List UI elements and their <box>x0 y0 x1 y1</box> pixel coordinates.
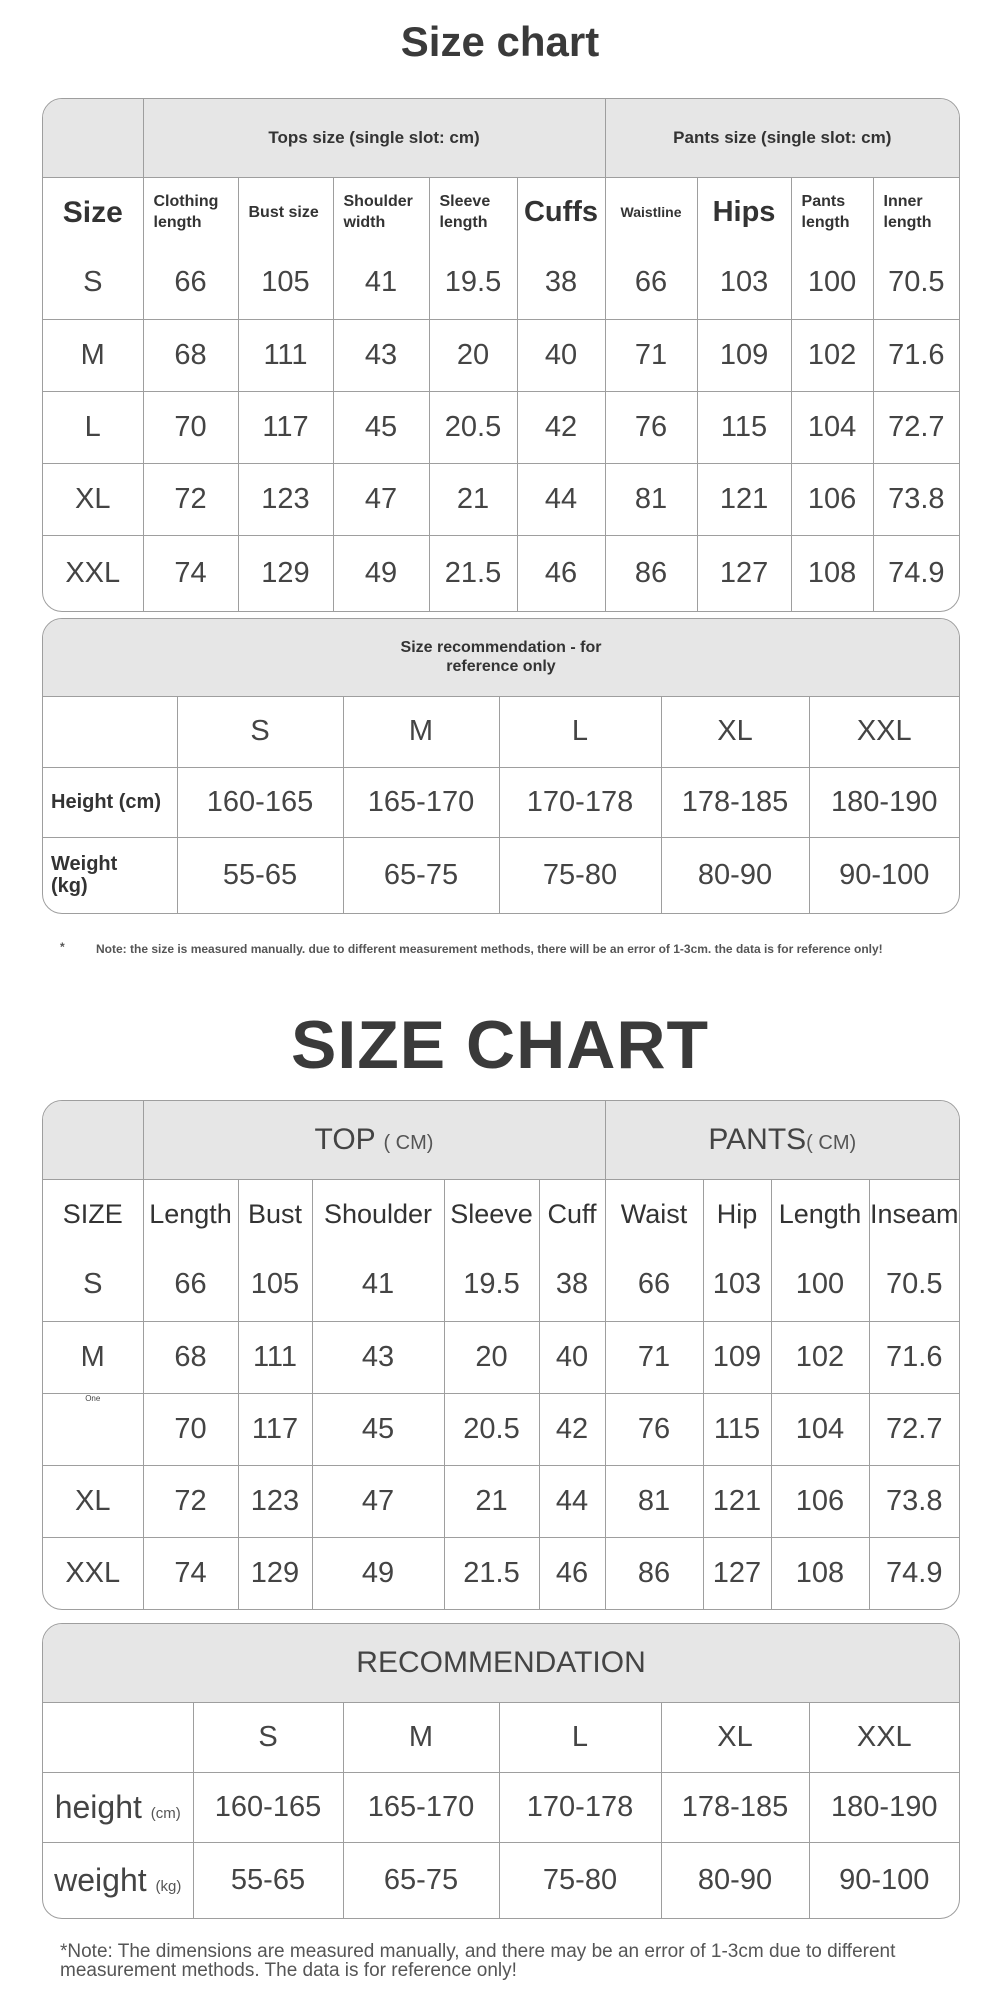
column-header: Shoulder <box>312 1179 444 1249</box>
size-header: XXL <box>809 696 959 767</box>
measurement-value: 66 <box>605 1249 703 1321</box>
measurement-value: 72 <box>143 463 238 535</box>
size-header: M <box>343 696 499 767</box>
measurement-value: 76 <box>605 391 697 463</box>
measurement-value: 38 <box>517 247 605 319</box>
size-label: XXL <box>43 1537 143 1609</box>
measurement-value: 71 <box>605 319 697 391</box>
measurement-value: 74 <box>143 1537 238 1609</box>
column-header: Pants length <box>791 177 873 247</box>
tops-group-header: Tops size (single slot: cm) <box>143 99 605 177</box>
measurement-value: 45 <box>312 1393 444 1465</box>
measurement-value: 20.5 <box>429 391 517 463</box>
column-header: Length <box>143 1179 238 1249</box>
size-recommendation-table <box>42 618 960 914</box>
measurement-value: 81 <box>605 1465 703 1537</box>
weight-value: 65-75 <box>343 1842 499 1918</box>
size-header: L <box>499 1702 661 1772</box>
measurement-value: 100 <box>771 1249 869 1321</box>
measurement-value: 103 <box>703 1249 771 1321</box>
measurement-value: 129 <box>238 535 333 611</box>
measurement-value: 117 <box>238 391 333 463</box>
table-row <box>43 1465 959 1537</box>
weight-label <box>43 1842 193 1918</box>
measurement-value: 111 <box>238 1321 312 1393</box>
column-header: Waistline <box>605 177 697 247</box>
size-header: XXL <box>809 1702 959 1772</box>
height-value: 180-190 <box>809 1772 959 1842</box>
measurement-value: 73.8 <box>869 1465 959 1537</box>
size-header: L <box>499 696 661 767</box>
measurement-value: 21 <box>429 463 517 535</box>
measurement-value: 86 <box>605 535 697 611</box>
top-group-header <box>143 1101 605 1179</box>
height-value: 178-185 <box>661 1772 809 1842</box>
table-row <box>43 1249 959 1321</box>
height-value: 170-178 <box>499 767 661 837</box>
pants-group-label: PANTS <box>708 1122 807 1156</box>
recommendation-table <box>42 1623 960 1919</box>
note-text: Note: the size is measured manually. due to different measurement methods, there will be an error of 1-3cm. the data is for reference only! <box>96 942 883 956</box>
weight-value: 80-90 <box>661 1842 809 1918</box>
weight-value: 55-65 <box>193 1842 343 1918</box>
column-header: Hip <box>703 1179 771 1249</box>
measurement-note-bottom: *Note: The dimensions are measured manually, and there may be an error of 1-3cm due to different measurement methods. The data is for reference only! <box>60 1941 896 1981</box>
measurement-value: 42 <box>539 1393 605 1465</box>
table-row <box>43 319 959 391</box>
table-row <box>43 1537 959 1609</box>
size-label: XXL <box>43 535 143 611</box>
measurement-value: 121 <box>703 1465 771 1537</box>
height-value: 178-185 <box>661 767 809 837</box>
top-group-unit: ( CM) <box>383 1131 434 1154</box>
measurement-value: 86 <box>605 1537 703 1609</box>
measurement-value: 40 <box>517 319 605 391</box>
measurement-value: 73.8 <box>873 463 959 535</box>
column-header: Bust size <box>238 177 333 247</box>
measurement-value: 44 <box>539 1465 605 1537</box>
measurement-value: 72 <box>143 1465 238 1537</box>
measurement-value: 20.5 <box>444 1393 539 1465</box>
measurement-value: 108 <box>771 1537 869 1609</box>
column-header: Inseam <box>869 1179 959 1249</box>
measurement-value: 74 <box>143 535 238 611</box>
measurement-value: 74.9 <box>869 1537 959 1609</box>
measurement-value: 20 <box>444 1321 539 1393</box>
corner-cell <box>43 1702 193 1772</box>
table-row <box>43 535 959 611</box>
column-header: Waist <box>605 1179 703 1249</box>
measurement-value: 102 <box>791 319 873 391</box>
measurement-value: 123 <box>238 463 333 535</box>
height-value: 180-190 <box>809 767 959 837</box>
measurement-value: 44 <box>517 463 605 535</box>
measurement-value: 40 <box>539 1321 605 1393</box>
measurement-value: 38 <box>539 1249 605 1321</box>
size-label: One <box>43 1393 143 1465</box>
measurement-value: 20 <box>429 319 517 391</box>
size-header: XL <box>661 696 809 767</box>
measurement-value: 71.6 <box>873 319 959 391</box>
column-header: Bust <box>238 1179 312 1249</box>
weight-value: 90-100 <box>809 1842 959 1918</box>
corner-cell <box>43 696 177 767</box>
weight-value: 80-90 <box>661 837 809 913</box>
measurement-value: 104 <box>791 391 873 463</box>
measurement-value: 102 <box>771 1321 869 1393</box>
measurement-value: 123 <box>238 1465 312 1537</box>
column-header: Length <box>771 1179 869 1249</box>
weight-value: 65-75 <box>343 837 499 913</box>
measurement-value: 41 <box>333 247 429 319</box>
measurement-value: 70.5 <box>869 1249 959 1321</box>
measurement-value: 21 <box>444 1465 539 1537</box>
size-header: S <box>193 1702 343 1772</box>
measurement-value: 127 <box>703 1537 771 1609</box>
column-header: Sleeve <box>444 1179 539 1249</box>
table-row <box>43 1393 959 1465</box>
measurement-value: 19.5 <box>444 1249 539 1321</box>
measurement-value: 111 <box>238 319 333 391</box>
measurement-value: 47 <box>333 463 429 535</box>
measurement-value: 19.5 <box>429 247 517 319</box>
size-header: S <box>177 696 343 767</box>
weight-label <box>43 837 177 913</box>
measurement-value: 45 <box>333 391 429 463</box>
height-value: 160-165 <box>193 1772 343 1842</box>
measurement-value: 104 <box>771 1393 869 1465</box>
size-label: XL <box>43 1465 143 1537</box>
measurement-value: 49 <box>312 1537 444 1609</box>
size-label: M <box>43 1321 143 1393</box>
weight-value: 75-80 <box>499 837 661 913</box>
measurement-value: 109 <box>697 319 791 391</box>
measurement-value: 21.5 <box>429 535 517 611</box>
measurement-value: 74.9 <box>873 535 959 611</box>
measurement-value: 70 <box>143 1393 238 1465</box>
height-label: Height (cm) <box>43 767 177 837</box>
measurement-value: 72.7 <box>869 1393 959 1465</box>
measurement-value: 41 <box>312 1249 444 1321</box>
measurement-value: 127 <box>697 535 791 611</box>
measurement-value: 46 <box>517 535 605 611</box>
corner-cell <box>43 1101 143 1179</box>
recommendation-header: RECOMMENDATION <box>43 1624 959 1702</box>
measurement-value: 108 <box>791 535 873 611</box>
size-label: S <box>43 1249 143 1321</box>
weight-value: 75-80 <box>499 1842 661 1918</box>
measurement-value: 43 <box>312 1321 444 1393</box>
measurement-value: 46 <box>539 1537 605 1609</box>
measurement-value: 100 <box>791 247 873 319</box>
weight-label-text: Weight (kg) <box>51 853 118 898</box>
height-unit: (cm) <box>150 1804 181 1822</box>
table-row <box>43 391 959 463</box>
measurement-value: 121 <box>697 463 791 535</box>
height-value: 165-170 <box>343 767 499 837</box>
measurement-value: 47 <box>312 1465 444 1537</box>
measurement-value: 43 <box>333 319 429 391</box>
table-row <box>43 247 959 319</box>
measurement-value: 72.7 <box>873 391 959 463</box>
measurement-value: 71 <box>605 1321 703 1393</box>
measurement-value: 70 <box>143 391 238 463</box>
corner-cell <box>43 99 143 177</box>
size-header: M <box>343 1702 499 1772</box>
column-header: SIZE <box>43 1179 143 1249</box>
column-header: Sleeve length <box>429 177 517 247</box>
size-chart-table-cm <box>42 98 960 612</box>
measurement-value: 70.5 <box>873 247 959 319</box>
height-value: 165-170 <box>343 1772 499 1842</box>
weight-unit: (kg) <box>155 1877 182 1895</box>
measurement-value: 103 <box>697 247 791 319</box>
column-header: Hips <box>697 177 791 247</box>
height-value: 160-165 <box>177 767 343 837</box>
pants-group-header <box>605 1101 959 1179</box>
measurement-value: 66 <box>143 1249 238 1321</box>
height-label <box>43 1772 193 1842</box>
measurement-value: 66 <box>605 247 697 319</box>
measurement-value: 68 <box>143 1321 238 1393</box>
table-row <box>43 1321 959 1393</box>
measurement-value: 105 <box>238 247 333 319</box>
recommendation-header <box>43 619 959 696</box>
recommendation-header-text: Size recommendation - for reference only <box>400 639 602 676</box>
column-header: Shoulder width <box>333 177 429 247</box>
measurement-value: 49 <box>333 535 429 611</box>
measurement-value: 105 <box>238 1249 312 1321</box>
size-label: XL <box>43 463 143 535</box>
measurement-value: 66 <box>143 247 238 319</box>
measurement-value: 21.5 <box>444 1537 539 1609</box>
measurement-value: 129 <box>238 1537 312 1609</box>
size-chart-table-simple <box>42 1100 960 1610</box>
measurement-value: 71.6 <box>869 1321 959 1393</box>
page-title: Size chart <box>400 18 600 65</box>
height-value: 170-178 <box>499 1772 661 1842</box>
measurement-value: 109 <box>703 1321 771 1393</box>
weight-value: 55-65 <box>177 837 343 913</box>
height-label-text: height <box>54 1788 142 1825</box>
measurement-value: 76 <box>605 1393 703 1465</box>
size-label: M <box>43 319 143 391</box>
measurement-value: 117 <box>238 1393 312 1465</box>
column-header: Cuff <box>539 1179 605 1249</box>
section-title: SIZE CHART <box>291 1007 709 1083</box>
weight-value: 90-100 <box>809 837 959 913</box>
measurement-value: 42 <box>517 391 605 463</box>
column-header: Inner length <box>873 177 959 247</box>
top-group-label: TOP <box>314 1122 376 1156</box>
size-label: L <box>43 391 143 463</box>
column-header: Size <box>43 177 143 247</box>
note-asterisk: * <box>60 940 65 954</box>
measurement-value: 106 <box>771 1465 869 1537</box>
pants-group-header: Pants size (single slot: cm) <box>605 99 959 177</box>
measurement-value: 68 <box>143 319 238 391</box>
pants-group-unit: ( CM) <box>806 1131 857 1154</box>
column-header: Cuffs <box>517 177 605 247</box>
measurement-value: 106 <box>791 463 873 535</box>
measurement-value: 115 <box>703 1393 771 1465</box>
measurement-value: 115 <box>697 391 791 463</box>
size-label: S <box>43 247 143 319</box>
size-header: XL <box>661 1702 809 1772</box>
column-header: Clothing length <box>143 177 238 247</box>
measurement-value: 81 <box>605 463 697 535</box>
table-row <box>43 463 959 535</box>
weight-label-text: weight <box>54 1861 147 1898</box>
